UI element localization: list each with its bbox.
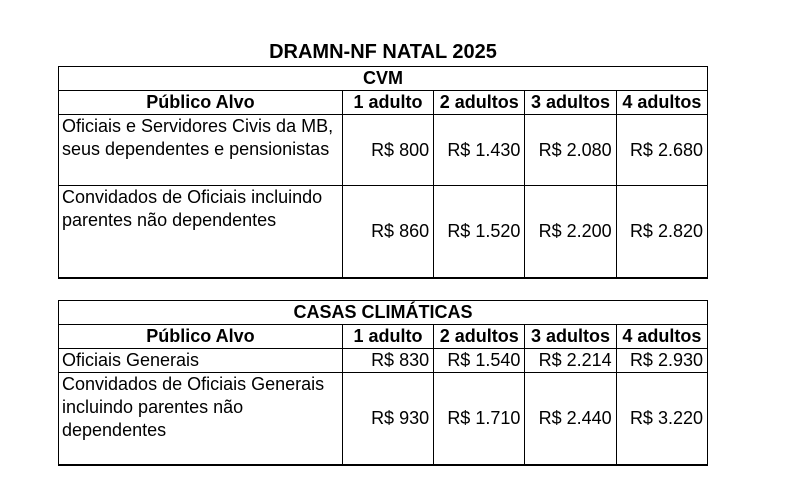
header-1-adult: 1 adulto xyxy=(342,91,433,115)
price-cell: R$ 2.680 xyxy=(616,115,707,186)
price-cell: R$ 2.214 xyxy=(525,349,616,373)
table-row xyxy=(59,373,708,465)
header-1-adult: 1 adulto xyxy=(342,325,433,349)
price-cell: R$ 1.540 xyxy=(434,349,525,373)
casas-climaticas-price-table xyxy=(58,300,708,466)
price-cell: R$ 2.200 xyxy=(525,186,616,278)
table-row xyxy=(59,115,708,186)
price-cell: R$ 2.930 xyxy=(616,349,707,373)
header-3-adults: 3 adultos xyxy=(525,91,616,115)
header-row xyxy=(59,325,708,349)
price-cell: R$ 830 xyxy=(342,349,433,373)
price-cell: R$ 1.430 xyxy=(434,115,525,186)
price-cell: R$ 860 xyxy=(342,186,433,278)
header-audience: Público Alvo xyxy=(59,325,343,349)
document-title: DRAMN-NF NATAL 2025 xyxy=(269,41,497,63)
price-cell: R$ 1.520 xyxy=(434,186,525,278)
section-title-cvm: CVM xyxy=(59,67,708,91)
header-audience: Público Alvo xyxy=(59,91,343,115)
price-cell: R$ 800 xyxy=(342,115,433,186)
table-row xyxy=(59,349,708,373)
header-row xyxy=(59,91,708,115)
header-2-adults: 2 adultos xyxy=(434,91,525,115)
table-row xyxy=(59,186,708,278)
cvm-price-table xyxy=(58,66,708,279)
header-3-adults: 3 adultos xyxy=(525,325,616,349)
audience-cell: Oficiais Generais xyxy=(59,349,343,373)
price-cell: R$ 3.220 xyxy=(616,373,707,465)
header-4-adults: 4 adultos xyxy=(616,325,707,349)
audience-cell: Oficiais e Servidores Civis da MB, seus dependentes e pensionistas xyxy=(59,115,343,186)
price-cell: R$ 2.080 xyxy=(525,115,616,186)
header-2-adults: 2 adultos xyxy=(434,325,525,349)
price-cell: R$ 2.820 xyxy=(616,186,707,278)
price-cell: R$ 2.440 xyxy=(525,373,616,465)
header-4-adults: 4 adultos xyxy=(616,91,707,115)
section-title-casas-climaticas: CASAS CLIMÁTICAS xyxy=(59,301,708,325)
audience-cell: Convidados de Oficiais incluindo parentes não dependentes xyxy=(59,186,343,278)
price-cell: R$ 930 xyxy=(342,373,433,465)
audience-cell: Convidados de Oficiais Generais incluindo parentes não dependentes xyxy=(59,373,343,465)
price-cell: R$ 1.710 xyxy=(434,373,525,465)
